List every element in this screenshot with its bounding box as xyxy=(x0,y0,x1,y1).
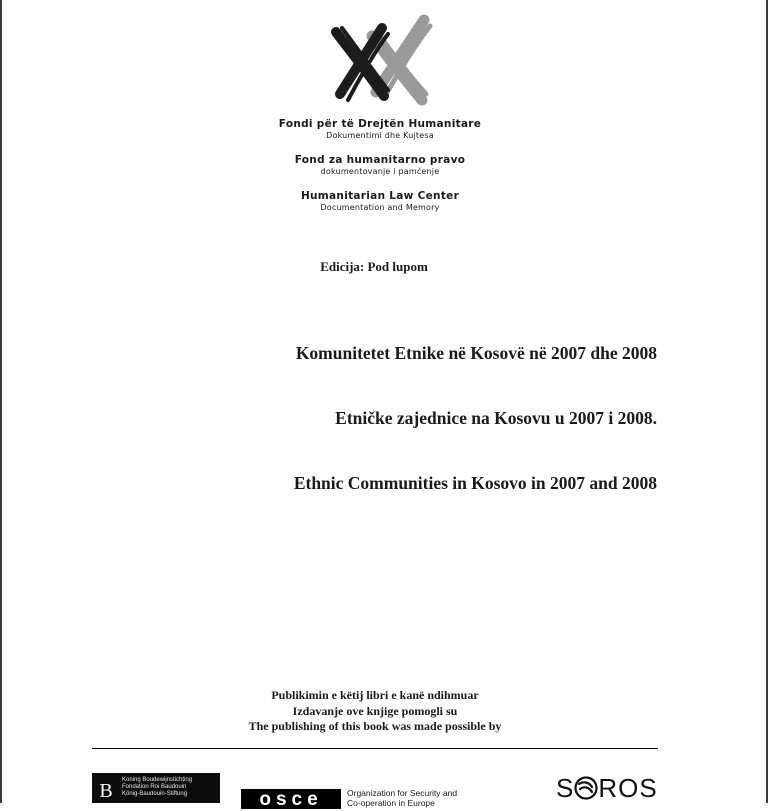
osce-line-1: Organization for Security and xyxy=(347,788,458,798)
org-subtitle: dokumentovanje i pamćenje xyxy=(320,167,440,176)
support-line-serbian: Izdavanje ove knjige pomogli su xyxy=(292,703,458,718)
org-serbian xyxy=(230,154,530,177)
support-line-albanian: Publikimin e këtij libri e kanë ndihmuar xyxy=(271,688,479,702)
edition-label: Edicija: Pod lupom xyxy=(320,259,428,274)
org-subtitle: Dokumentimi dhe Kujtesa xyxy=(326,131,434,140)
title-english: Ethnic Communities in Kosovo in 2007 and 2008 xyxy=(293,473,657,493)
krb-line-french: Fondation Roi Baudouin xyxy=(122,784,187,790)
soros-logo xyxy=(556,773,658,803)
soros-o-icon xyxy=(574,776,598,800)
krb-line-german: König-Baudouin-Stiftung xyxy=(122,791,188,797)
hlc-logo-icon xyxy=(326,14,442,114)
title-serbian: Etničke zajednice na Kosovu u 2007 i 2008. xyxy=(335,408,657,428)
support-statement xyxy=(200,688,550,735)
title-albanian: Komunitetet Etnike në Kosovë në 2007 dhe 2008 xyxy=(295,343,657,363)
divider-rule xyxy=(92,748,658,749)
logo-dark-cross xyxy=(336,28,388,100)
org-english xyxy=(230,190,530,213)
osce-logo: osce xyxy=(241,789,341,809)
krb-line-dutch: Koning Boudewijnstichting xyxy=(122,777,193,783)
org-subtitle: Documentation and Memory xyxy=(320,203,440,212)
osce-line-2: Co-operation in Europe xyxy=(347,798,435,808)
soros-letter-s: S xyxy=(556,773,575,803)
org-name: Humanitarian Law Center xyxy=(300,190,460,202)
soros-letters-ros: ROS xyxy=(598,773,658,803)
krb-mark-icon: B xyxy=(99,780,113,802)
krb-text xyxy=(122,777,192,798)
org-name: Fond za humanitarno pravo xyxy=(294,154,466,166)
osce-name xyxy=(347,788,457,808)
sponsor-king-baudouin-logo xyxy=(92,773,220,803)
org-albanian xyxy=(230,118,530,141)
support-line-english: The publishing of this book was made possible by xyxy=(248,719,502,733)
org-name: Fondi për të Drejtën Humanitare xyxy=(278,118,482,130)
